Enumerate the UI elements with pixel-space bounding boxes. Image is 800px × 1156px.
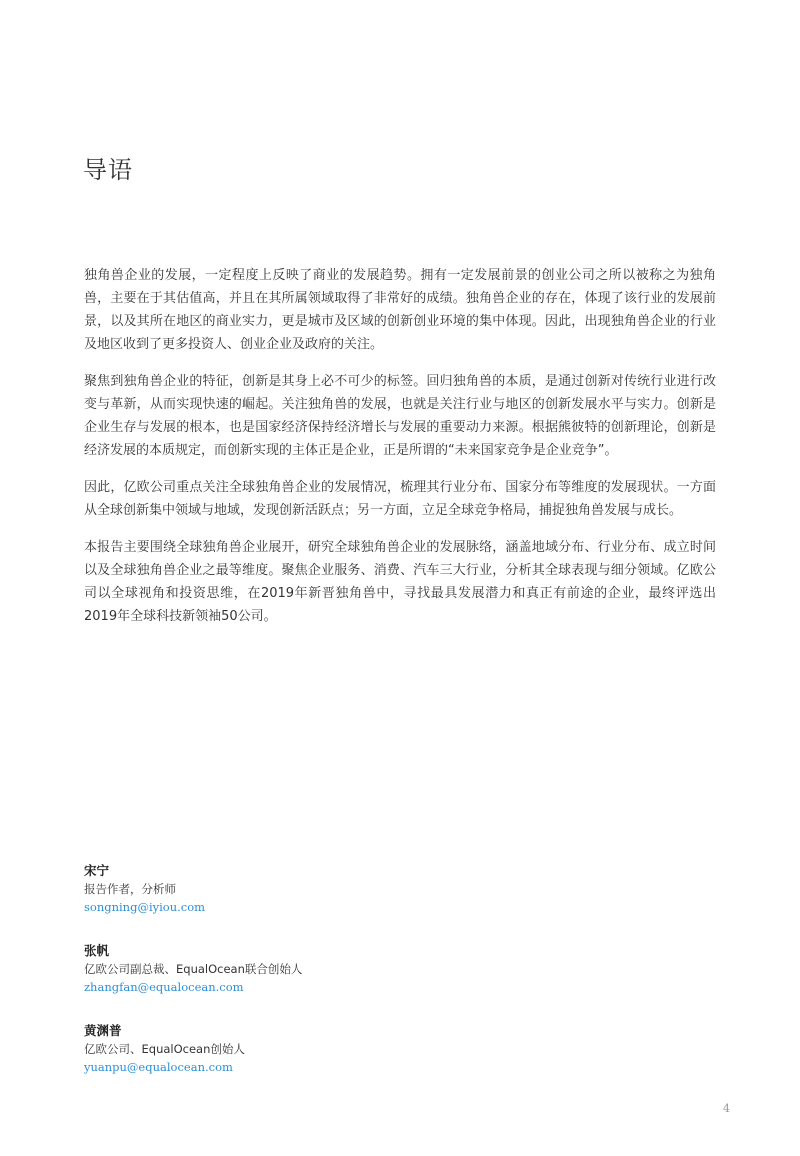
paragraph-3: 因此，亿欧公司重点关注全球独角兽企业的发展情况，梳理其行业分布、国家分布等维度的发展现状。一方面从全球创新集中领域与地域，发现创新活跃点；另一方面，立足全球竞争格局，捕捉独角兽发展与成长。 [84, 480, 716, 518]
paragraph-4: 本报告主要围绕全球独角兽企业展开，研究全球独角兽企业的发展脉络，涵盖地域分布、行业分布、成立时间以及全球独角兽企业之最等维度。聚焦企业服务、消费、汽车三大行业，分析其全球表现与细分领域。亿欧公司以全球视角和投资思维，在2019年新晋独角兽中，寻找最具发展潜力和真正有前途的企业，最终评选出2019年全球科技新领袖50公司。 [84, 540, 716, 624]
author-role: 亿欧公司副总裁、EqualOcean联合创始人 [84, 962, 303, 976]
author-name: 黄渊普 [84, 1023, 122, 1038]
author-role: 报告作者，分析师 [84, 882, 176, 896]
author-email-link[interactable]: yuanpu@equalocean.com [84, 1060, 233, 1074]
author-email-link[interactable]: songning@iyiou.com [84, 900, 206, 914]
author-name: 宋宁 [84, 863, 110, 878]
author-role: 亿欧公司、EqualOcean创始人 [84, 1042, 245, 1056]
paragraph-2: 聚焦到独角兽企业的特征，创新是其身上必不可少的标签。回归独角兽的本质，是通过创新对传统行业进行改变与革新，从而实现快速的崛起。关注独角兽的发展，也就是关注行业与地区的创新发展水平与实力。创新是企业生存与发展的根本，也是国家经济保持经济增长与发展的重要动力来源。根据熊彼特的创新理论，创新是经济发展的本质规定，而创新实现的主体正是企业，正是所谓的“未来国家竞争是企业竞争”。 [84, 374, 716, 458]
author-email-link[interactable]: zhangfan@equalocean.com [84, 980, 244, 994]
author-block [84, 1022, 484, 1076]
author-list [84, 862, 484, 1102]
page-number: 4 [723, 1102, 730, 1115]
body-text [84, 264, 716, 642]
paragraph-1: 独角兽企业的发展，一定程度上反映了商业的发展趋势。拥有一定发展前景的创业公司之所以被称之为独角兽，主要在于其估值高，并且在其所属领域取得了非常好的成绩。独角兽企业的存在，体现了该行业的发展前景，以及其所在地区的商业实力，更是城市及区域的创新创业环境的集中体现。因此，出现独角兽企业的行业及地区收到了更多投资人、创业企业及政府的关注。 [84, 268, 716, 352]
author-block [84, 942, 484, 996]
author-name: 张帆 [84, 943, 110, 958]
author-block [84, 862, 484, 916]
page-title: 导语 [83, 156, 133, 184]
